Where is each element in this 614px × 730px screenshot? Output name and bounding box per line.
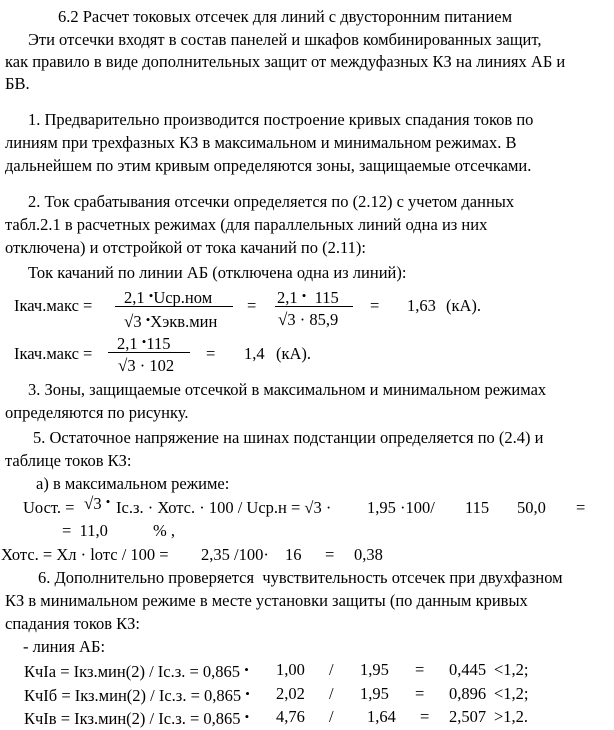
eq1-denominator: √3 •Хэкв.мин <box>124 312 218 331</box>
eq1-numerator-2: 2,1 • 115 <box>277 288 339 307</box>
sensitivity-row-a-result: 0,445 <box>449 660 487 679</box>
item-2-line: 2. Ток срабатывания отсечки определяется по (2.12) с учетом данных <box>28 192 515 211</box>
section-heading: 6.2 Расчет токовых отсечек для линий с двусторонним питанием <box>58 7 513 26</box>
uost-value-1: 1,95 ·100/ <box>367 498 435 517</box>
sensitivity-row-c-v1: 4,76 <box>276 707 305 726</box>
intro-line: Эти отсечки входят в состав панелей и шкафов комбинированных защит, <box>28 30 542 49</box>
sensitivity-row-b-v1: 2,02 <box>276 684 305 703</box>
eq1-equals: = <box>247 296 257 315</box>
eq2-equals: = <box>206 344 216 363</box>
item-1-line: линиям при трехфазных КЗ в максимальном и минимальном режимах. В <box>5 133 517 152</box>
xots-result: 0,38 <box>354 545 383 564</box>
sensitivity-row-b-expr: КчIб = Iкз.мин(2) / Iс.з. = 0,865 • <box>24 686 250 705</box>
sensitivity-row-b-slash: / <box>329 684 334 703</box>
item-3-line: 3. Зоны, защищаемые отсечкой в максимальном и минимальном режимах <box>28 380 547 399</box>
sensitivity-row-c-result: 2,507 <box>449 707 487 726</box>
xots-value-1: 2,35 /100· <box>201 545 269 564</box>
sensitivity-row-c-compare: >1,2. <box>494 707 529 726</box>
swing-current-note: Ток качаний по линии АБ (отключена одна из линий): <box>28 263 407 282</box>
eq2-result: 1,4 <box>244 344 265 363</box>
uost-value-2: 115 <box>465 498 490 517</box>
xots-equals: = <box>325 545 335 564</box>
uost-value-3: 50,0 <box>517 498 546 517</box>
intro-line: БВ. <box>5 74 30 93</box>
xots-value-2: 16 <box>285 545 302 564</box>
eq1-numerator: 2,1 •Uср.ном <box>124 288 213 307</box>
item-3-line: определяются по рисунку. <box>5 403 189 422</box>
sensitivity-row-a-compare: <1,2; <box>494 660 529 679</box>
eq1-unit: (кА). <box>446 296 482 315</box>
eq1-result: 1,63 <box>407 296 436 315</box>
sensitivity-row-c-v2: 1,64 <box>367 707 396 726</box>
item-6-line: 6. Дополнительно проверяется чувствительность отсечек при двухфазном <box>38 568 563 587</box>
sensitivity-row-a-eq: = <box>415 660 425 679</box>
intro-line: как правило в виде дополнительных защит от междуфазных КЗ на линиях АБ и <box>5 52 566 71</box>
sensitivity-row-c-eq: = <box>420 707 430 726</box>
eq1-equals-2: = <box>370 296 380 315</box>
uost-equals: = <box>576 498 586 517</box>
sensitivity-row-a-v2: 1,95 <box>360 660 389 679</box>
item-5-line: таблице токов КЗ: <box>5 451 132 470</box>
item-5a: а) в максимальном режиме: <box>36 474 230 493</box>
eq2-unit: (кА). <box>276 344 312 363</box>
item-6-line: спадания токов КЗ: <box>5 614 141 633</box>
sensitivity-row-b-compare: <1,2; <box>494 684 529 703</box>
eq2-numerator: 2,1 •115 <box>117 334 171 353</box>
item-1-line: 1. Предварительно производится построение кривых спадания токов по <box>28 110 534 129</box>
eq2-fraction-bar <box>108 352 190 353</box>
sensitivity-row-b-v2: 1,95 <box>360 684 389 703</box>
sensitivity-row-a-v1: 1,00 <box>276 660 305 679</box>
eq2-lhs: Iкач.макс = <box>14 344 93 363</box>
eq1-fraction-bar <box>115 306 233 307</box>
item-6-line: КЗ в минимальном режиме в месте установки защиты (по данным кривых <box>5 591 528 610</box>
sensitivity-row-a-expr: КчIа = Iкз.мин(2) / Iс.з. = 0,865 • <box>24 662 249 681</box>
eq1-lhs: Iкач.макс = <box>14 296 93 315</box>
uost-unit: % , <box>153 521 175 540</box>
item-2-line: отключена) и отстройкой от тока качаний по (2.11): <box>5 238 366 257</box>
item-5-line: 5. Остаточное напряжение на шинах подстанции определяется по (2.4) и <box>33 428 544 447</box>
eq1-fraction-bar-2 <box>275 306 353 307</box>
sensitivity-row-c-expr: КчIв = Iкз.мин(2) / Iс.з. = 0,865 • <box>24 709 250 728</box>
sensitivity-row-b-eq: = <box>415 684 425 703</box>
uost-expression: Iс.з. · Хотс. · 100 / Uср.н = √3 · <box>116 498 332 517</box>
line-ab-label: - линия АБ: <box>23 637 106 656</box>
eq2-denominator: √3 · 102 <box>118 356 175 375</box>
sensitivity-row-c-slash: / <box>329 707 334 726</box>
sensitivity-row-b-result: 0,896 <box>449 684 487 703</box>
item-1-line: дальнейшем по этим кривым определяются зоны, защищаемые отсечками. <box>5 156 532 175</box>
uost-lhs: Uост. = <box>23 498 75 517</box>
item-2-line: табл.2.1 в расчетных режимах (для параллельных линий одна из них <box>5 215 488 234</box>
xots-lhs: Хотс. = Хл · lотс / 100 = <box>1 545 169 564</box>
eq1-denominator-2: √3 · 85,9 <box>278 310 339 329</box>
uost-sqrt3: √3 • <box>84 494 111 513</box>
uost-result: = 11,0 <box>62 521 108 540</box>
sensitivity-row-a-slash: / <box>329 660 334 679</box>
